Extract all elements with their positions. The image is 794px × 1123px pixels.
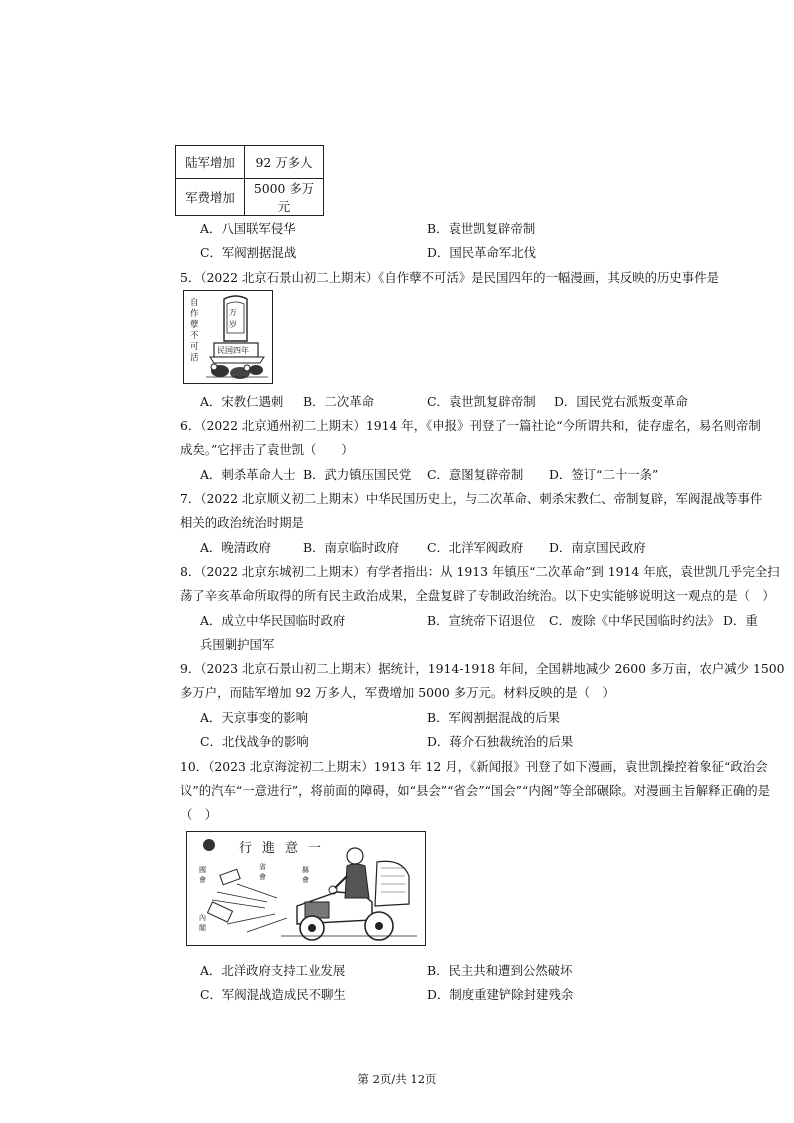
q9-stem-line1: 9．（2023 北京石景山初二上期末）据统计，1914-1918 年间，全国耕地减少 2600 多万亩，农户减少 1500 (180, 661, 785, 676)
q5-option-b: B．二次革命 (303, 394, 375, 409)
q7-option-d: D．南京国民政府 (549, 540, 646, 555)
q8-option-d-continued: 兵围剿护国军 (200, 637, 275, 652)
q9-option-b: B．军阀割据混战的后果 (427, 710, 561, 725)
q6-option-a: A．刺杀革命人士 (200, 467, 296, 482)
svg-text:國: 國 (199, 866, 206, 874)
svg-text:會: 會 (199, 876, 206, 884)
table-cell-value: 92 万多人 (245, 146, 324, 179)
q5-option-a: A．宋教仁遇刺 (200, 394, 284, 409)
q10-option-c: C．军阀混战造成民不聊生 (200, 987, 346, 1002)
cartoon10-title: 行進意一 (239, 841, 332, 856)
q8-option-d: D．重 (723, 613, 758, 628)
data-table (175, 145, 324, 216)
q8-stem-line2: 荡了辛亥革命所取得的所有民主政治成果，全盘复辟了专制政治统治。以下史实能够说明这一观点的是（ ） (180, 588, 775, 603)
cartoon5-vertical-text: 自作孽不可活 (190, 298, 199, 363)
table-row (176, 179, 324, 216)
q7-stem-line1: 7．（2022 北京顺义初二上期末）中华民国历史上，与二次革命、刺杀宋教仁、帝制复辟，军阀混战等事件 (180, 491, 763, 506)
cartoon-car-image (186, 831, 426, 946)
q10-option-d: D．制度重建铲除封建残余 (427, 987, 574, 1002)
table-cell-label: 陆军增加 (176, 146, 245, 179)
q8-option-b: B．宣统帝下诏退位 (427, 613, 536, 628)
cartoon-zizuonie-image (183, 290, 273, 384)
q8-option-a: A．成立中华民国临时政府 (200, 613, 346, 628)
q4-option-a: A．八国联军侵华 (200, 221, 296, 236)
page-number-footer: 第 2页/共 12页 (357, 1072, 437, 1086)
q9-option-a: A．天京事变的影响 (200, 710, 309, 725)
svg-text:會: 會 (259, 873, 266, 881)
q7-stem-line2: 相关的政治统治时期是 (180, 515, 304, 530)
q5-option-d: D．国民党右派叛变革命 (554, 394, 688, 409)
q5-stem: 5．（2022 北京石景山初二上期末）《自作孽不可活》是民国四年的一幅漫画，其反映的历史事件是 (180, 270, 719, 285)
q4-option-c: C．军阀割据混战 (200, 245, 297, 260)
svg-text:會: 會 (302, 876, 309, 884)
q7-option-b: B．南京临时政府 (303, 540, 399, 555)
q10-option-b: B．民主共和遭到公然破坏 (427, 963, 573, 978)
q8-stem-line1: 8．（2022 北京东城初二上期末）有学者指出：从 1913 年镇压“二次革命”到 1914 年底，袁世凯几乎完全扫 (180, 564, 780, 579)
table-row (176, 146, 324, 179)
q7-option-c: C．北洋军阀政府 (427, 540, 524, 555)
q10-stem-line3: （ ） (180, 807, 218, 822)
q7-option-a: A．晚清政府 (200, 540, 271, 555)
q6-option-d: D．签订“二十一条” (549, 467, 659, 482)
svg-text:內: 內 (199, 914, 206, 922)
svg-text:民国四年: 民国四年 (217, 346, 249, 355)
svg-text:縣: 縣 (302, 866, 309, 874)
q5-option-c: C．袁世凯复辟帝制 (427, 394, 536, 409)
q9-option-d: D．蒋介石独裁统治的后果 (427, 734, 574, 749)
q4-option-d: D．国民革命军北伐 (427, 245, 537, 260)
table-cell-label: 军费增加 (176, 179, 245, 216)
q10-stem-line2: 议”的汽车“一意进行”，将前面的障碍，如“县会”“省会”“国会”“内阁”等全部碾除。对漫画主旨解释正确的是 (180, 783, 771, 798)
q9-option-c: C．北伐战争的影响 (200, 734, 309, 749)
q10-option-a: A．北洋政府支持工业发展 (200, 963, 346, 978)
svg-text:岁: 岁 (229, 320, 237, 329)
svg-text:閣: 閣 (199, 924, 206, 932)
svg-text:万: 万 (229, 308, 237, 317)
table-cell-value: 5000 多万元 (245, 179, 324, 216)
q4-option-b: B．袁世凯复辟帝制 (427, 221, 536, 236)
q8-option-c: C．废除《中华民国临时约法》 (549, 613, 720, 628)
q6-option-b: B．武力镇压国民党 (303, 467, 412, 482)
q6-stem-line1: 6．（2022 北京通州初二上期末）1914 年，《申报》刊登了一篇社论“今所谓共和，徒存虚名，易名则帝制 (180, 418, 761, 433)
q9-stem-line2: 多万户，而陆军增加 92 万多人，军费增加 5000 多万元。材料反映的是（ ） (180, 685, 615, 700)
q6-stem-line2: 成矣。”它抨击了袁世凯（ ） (180, 442, 354, 457)
q10-stem-line1: 10．（2023 北京海淀初二上期末）1913 年 12 月，《新闻报》刊登了如下漫画，袁世凯操控着象征“政治会 (180, 759, 768, 774)
q6-option-c: C．意图复辟帝制 (427, 467, 524, 482)
svg-text:省: 省 (259, 863, 266, 871)
